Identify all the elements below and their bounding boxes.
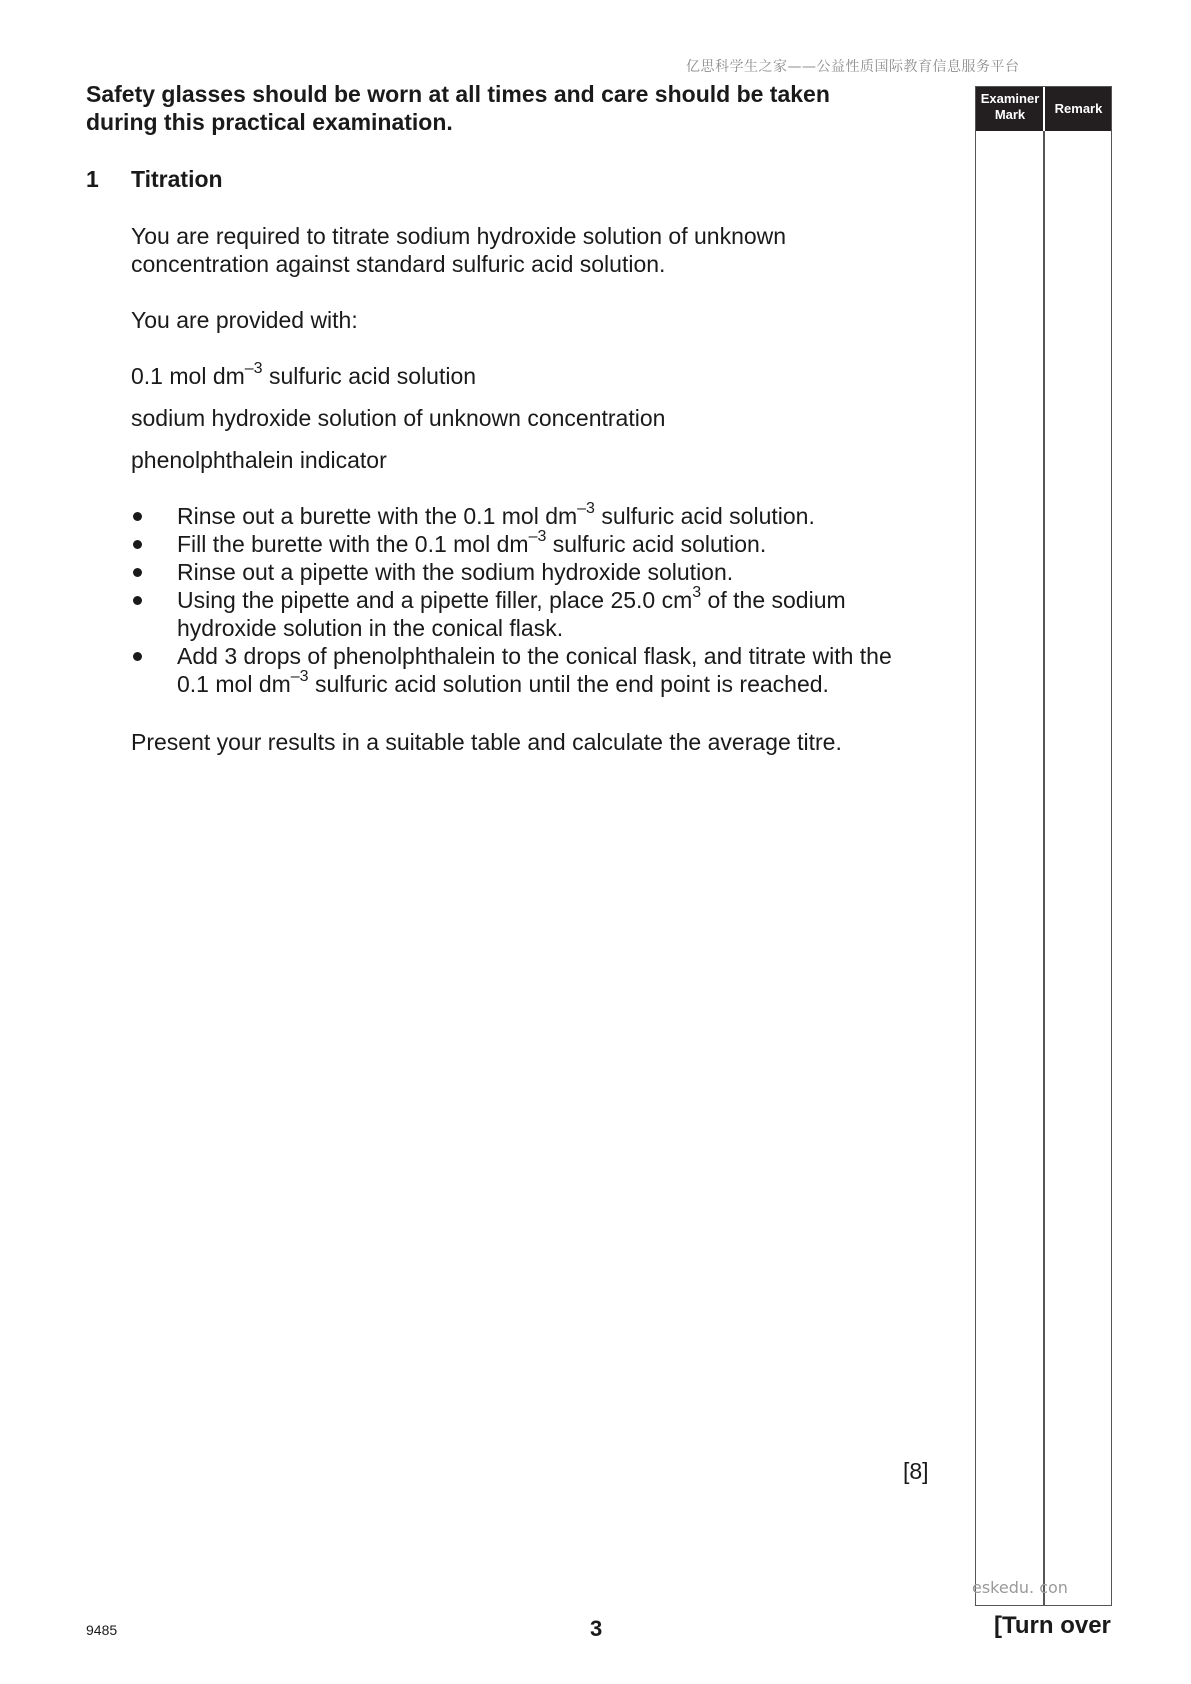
material-item: 0.1 mol $dm^{-3}$ sulfuric acid solution <box>131 360 477 389</box>
procedure-step: Fill the burette with the 0.1 mol $dm^{-3}$ sulfuric acid solution. <box>131 530 951 558</box>
intro-line-2: concentration against standard sulfuric acid solution. <box>131 251 666 277</box>
bullet-icon <box>133 596 142 605</box>
examiner-column <box>975 86 1112 1606</box>
header-watermark: 亿思科学生之家——公益性质国际教育信息服务平台 <box>686 59 1020 75</box>
footer-watermark: eskedu. con <box>972 1578 1068 1597</box>
bullet-icon <box>133 512 142 521</box>
intro-line-1: You are required to titrate sodium hydroxide solution of unknown <box>131 223 787 249</box>
marks-allocation: [8] <box>903 1458 929 1484</box>
question-number: 1 <box>86 166 99 192</box>
examiner-header <box>976 87 1111 131</box>
paper-code: 9485 <box>86 1622 118 1638</box>
material-item: phenolphthalein indicator <box>131 447 387 473</box>
remark-heading: Remark <box>1054 101 1103 116</box>
material-item: sodium hydroxide solution of unknown concentration <box>131 405 666 431</box>
column-divider <box>1043 87 1045 1605</box>
safety-line-1: Safety glasses should be worn at all times and care should be taken <box>86 81 830 107</box>
procedure-step: Rinse out a pipette with the sodium hydroxide solution. <box>131 558 951 586</box>
bullet-icon <box>133 568 142 577</box>
question-intro <box>131 222 931 278</box>
examiner-mark-heading: Examiner Mark <box>980 91 1040 122</box>
procedure-step: Add 3 drops of phenolphthalein to the conical flask, and titrate with the 0.1 mol $dm^{-3}$ sulfuric acid solution until the end point is reached. <box>131 642 951 698</box>
safety-line-2: during this practical examination. <box>86 109 453 135</box>
question-title: Titration <box>131 166 223 192</box>
procedure-step: Using the pipette and a pipette filler, place 25.0 $cm^3$ of the sodium hydroxide solution in the conical flask. <box>131 586 951 642</box>
safety-notice <box>86 80 936 136</box>
instruction-text: Present your results in a suitable table and calculate the average titre. <box>131 729 842 755</box>
page-number: 3 <box>590 1616 603 1641</box>
procedure-steps <box>131 502 951 698</box>
provided-heading: You are provided with: <box>131 307 358 333</box>
procedure-step: Rinse out a burette with the 0.1 mol $dm^{-3}$ sulfuric acid solution. <box>131 502 951 530</box>
bullet-icon <box>133 652 142 661</box>
turn-over-label: [Turn over <box>994 1612 1111 1639</box>
bullet-icon <box>133 540 142 549</box>
